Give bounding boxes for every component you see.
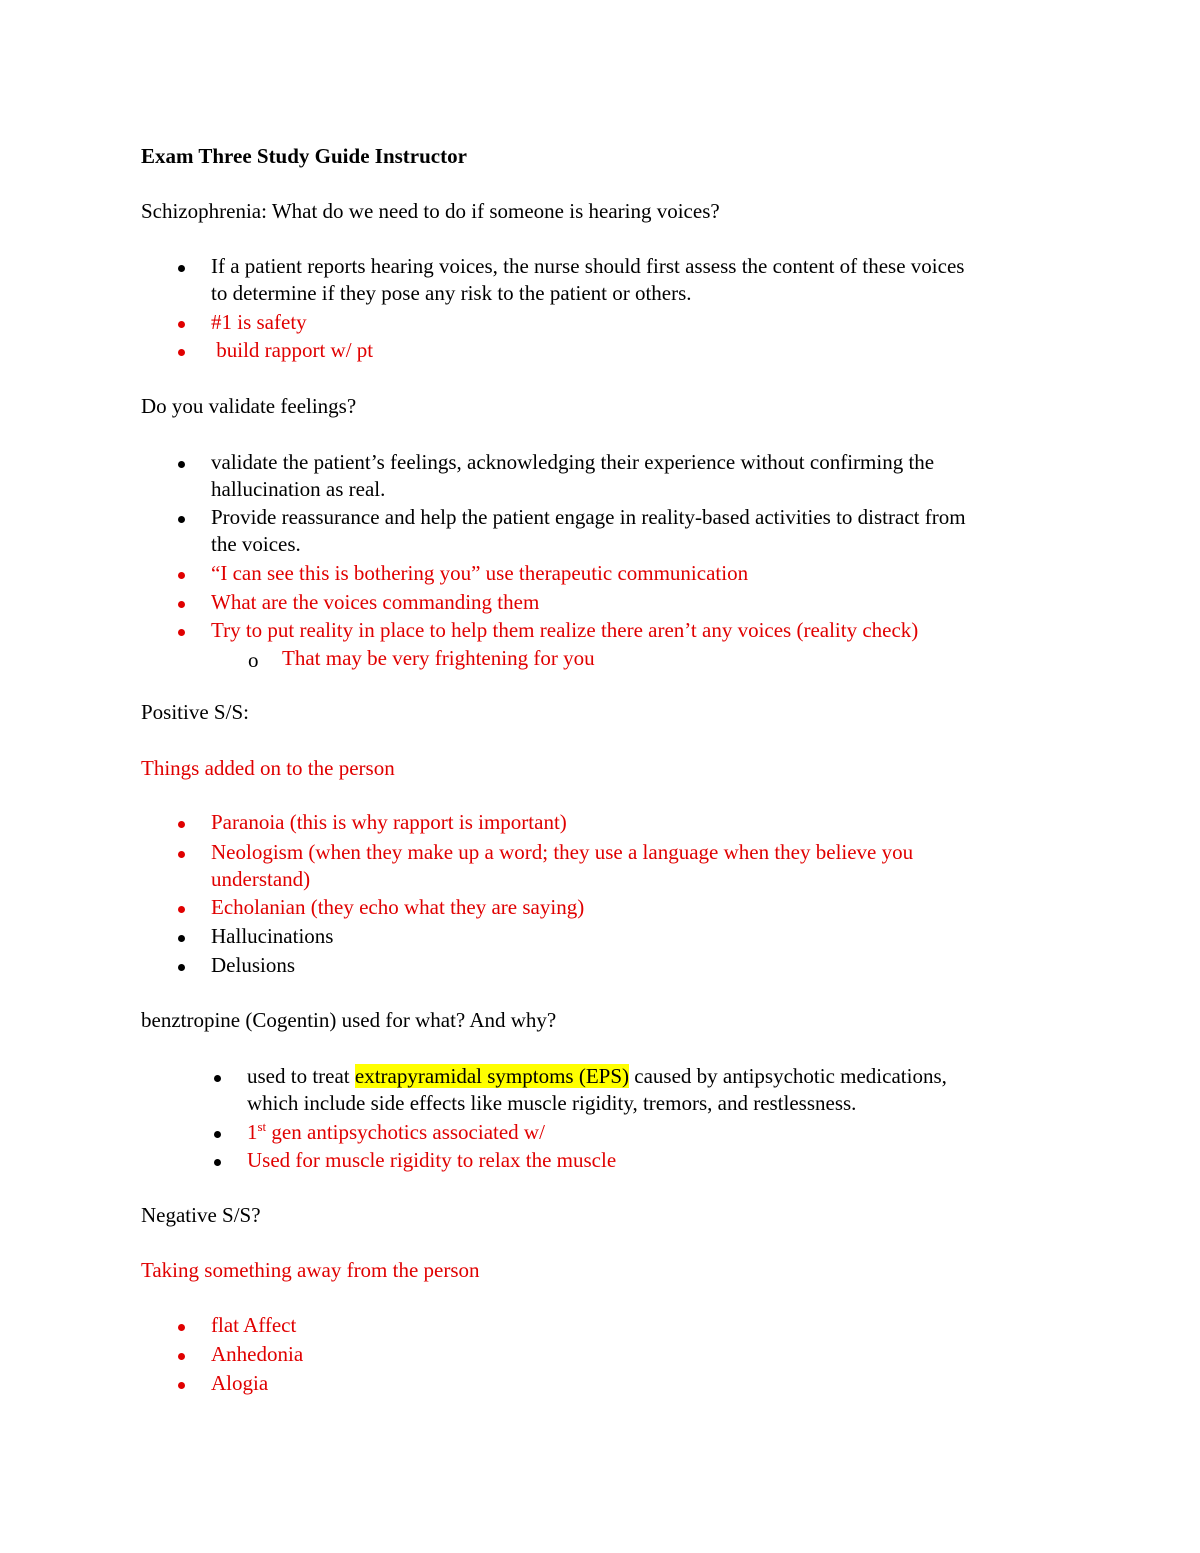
list-item [247,1120,545,1145]
list-item: build rapport w/ pt [211,338,374,362]
list-item-continuation: hallucination as real. [211,477,386,501]
bullet-icon [178,265,185,272]
list-item-continuation: to determine if they pose any risk to the patient or others. [211,281,692,305]
list-item: Provide reassurance and help the patient engage in reality-based activities to distract from [211,505,966,529]
list-item: #1 is safety [211,310,307,334]
list-item: Delusions [211,953,295,977]
item-text: used to treat [247,1064,355,1088]
list-item: Used for muscle rigidity to relax the muscle [247,1148,617,1172]
bullet-icon [178,601,185,608]
list-item: What are the voices commanding them [211,590,540,614]
bullet-icon [178,321,185,328]
list-item-continuation: which include side effects like muscle rigidity, tremors, and restlessness. [247,1091,857,1115]
note-positive: Things added on to the person [141,756,395,780]
list-item: Try to put reality in place to help them realize there aren’t any voices (reality check) [211,618,919,642]
highlighted-text: extrapyramidal symptoms (EPS) [354,1064,630,1088]
item-text: caused by antipsychotic medications, [629,1064,947,1088]
bullet-icon [178,1353,185,1360]
bullet-icon [214,1075,221,1082]
bullet-icon [178,1382,185,1389]
bullet-icon [214,1131,221,1138]
bullet-icon [178,964,185,971]
bullet-icon [178,629,185,636]
bullet-icon [178,935,185,942]
bullet-icon [178,516,185,523]
item-text: gen antipsychotics associated w/ [266,1120,545,1144]
bullet-icon [178,349,185,356]
list-item-continuation: understand) [211,867,311,891]
note-negative: Taking something away from the person [141,1258,480,1282]
list-item: Paranoia (this is why rapport is important) [211,810,567,834]
bullet-icon [178,906,185,913]
superscript: st [257,1119,267,1134]
question-validate: Do you validate feelings? [141,394,357,418]
bullet-icon [178,821,185,828]
bullet-icon [214,1159,221,1166]
list-item: “I can see this is bothering you” use therapeutic communication [211,561,749,585]
question-benztropine: benztropine (Cogentin) used for what? And why? [141,1008,557,1032]
question-positive: Positive S/S: [141,700,249,724]
list-item: Hallucinations [211,924,334,948]
list-item [247,1064,947,1089]
list-item: Echolanian (they echo what they are saying) [211,895,585,919]
bullet-icon [178,572,185,579]
list-item: Anhedonia [211,1342,304,1366]
list-item: validate the patient’s feelings, acknowledging their experience without confirming the [211,450,935,474]
list-item: Alogia [211,1371,269,1395]
item-number: 1 [247,1120,258,1144]
bullet-icon [178,461,185,468]
list-item: flat Affect [211,1313,297,1337]
list-item-continuation: the voices. [211,532,301,556]
list-item: Neologism (when they make up a word; they use a language when they believe you [211,840,914,864]
sub-bullet-icon: o [248,648,259,672]
bullet-icon [178,1324,185,1331]
question-schizophrenia: Schizophrenia: What do we need to do if someone is hearing voices? [141,199,720,223]
bullet-icon [178,851,185,858]
question-negative: Negative S/S? [141,1203,261,1227]
list-item: If a patient reports hearing voices, the nurse should first assess the content of these voices [211,254,965,278]
sub-list-item: That may be very frightening for you [282,646,595,670]
document-title: Exam Three Study Guide Instructor [141,144,467,168]
